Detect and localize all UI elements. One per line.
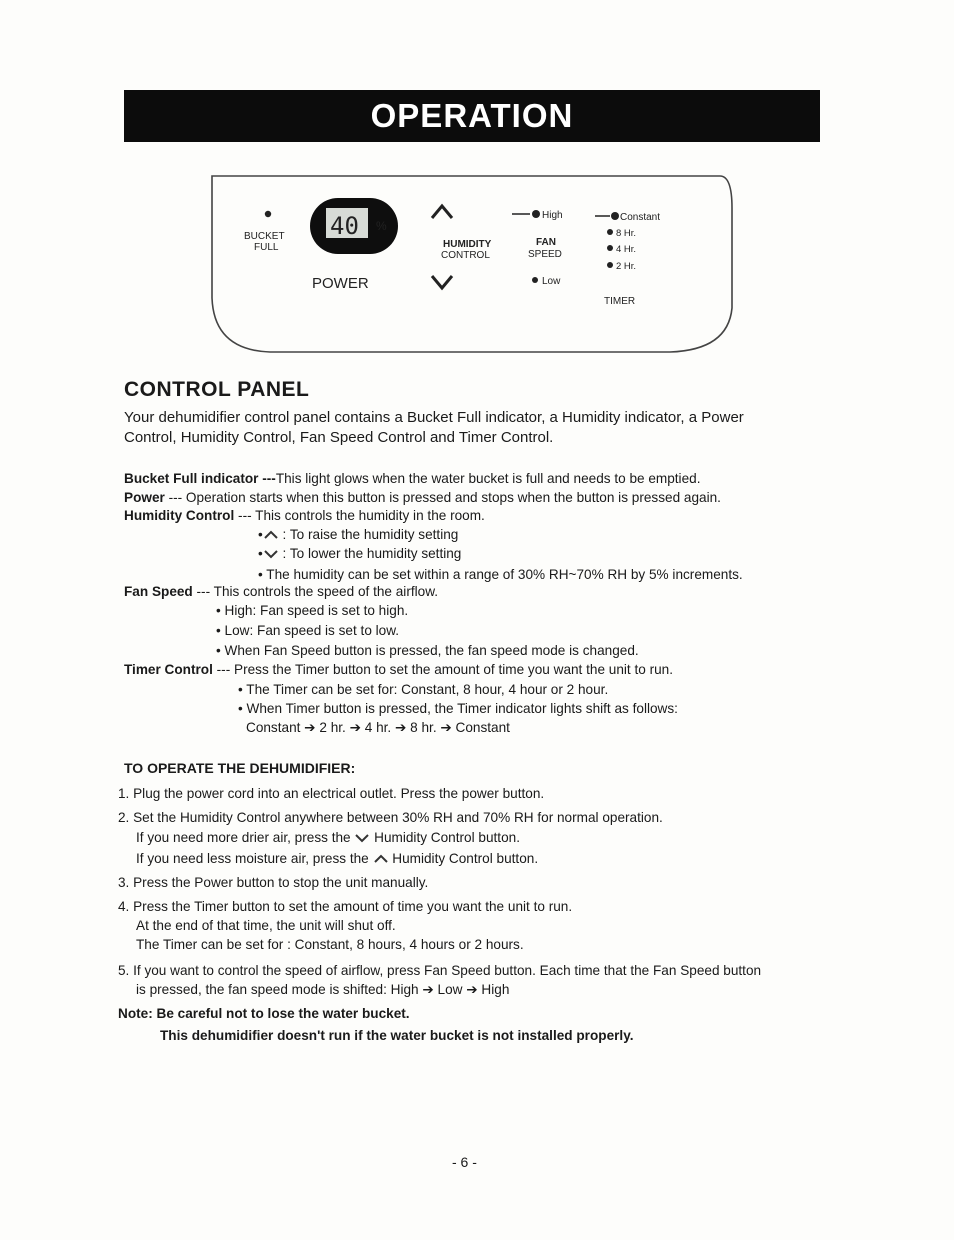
- fan-low-label: Low: [542, 276, 561, 287]
- intro-line-2: Control, Humidity Control, Fan Speed Control and Timer Control.: [124, 429, 554, 446]
- humidity-bullet-up-text: : To raise the humidity setting: [278, 527, 459, 542]
- humidity-label-2: CONTROL: [441, 250, 490, 261]
- step-5: 5. If you want to control the speed of airflow, press Fan Speed button. Each time that the Fan Speed button: [118, 963, 762, 978]
- power-term: Power: [124, 490, 165, 505]
- step-2-less-moisture-post: Humidity Control button.: [388, 851, 539, 866]
- down-arrow-icon: [354, 833, 370, 843]
- power-label: POWER: [312, 275, 369, 292]
- timer-constant-indicator-icon: [595, 212, 619, 220]
- timer-bullet-settings: • The Timer can be set for: Constant, 8 hour, 4 hour or 2 hour.: [238, 682, 609, 697]
- timer-4-led: [607, 245, 613, 251]
- display-unit: %: [376, 219, 387, 233]
- fan-label-2: SPEED: [528, 249, 562, 260]
- step-3: 3. Press the Power button to stop the unit manually.: [118, 875, 429, 890]
- timer-constant-label: Constant: [620, 212, 661, 223]
- step-4: 4. Press the Timer button to set the amount of time you want the unit to run.: [118, 899, 573, 914]
- fan-speed-description: [124, 583, 438, 601]
- timer-bullet-shift: • When Timer button is pressed, the Timer indicator lights shift as follows:: [238, 701, 678, 716]
- timer-term: Timer Control: [124, 662, 213, 677]
- display-value: 40: [330, 212, 359, 240]
- humidity-bullet-down-text: : To lower the humidity setting: [278, 546, 462, 561]
- operate-heading: TO OPERATE THE DEHUMIDIFIER:: [124, 760, 356, 776]
- timer-label: TIMER: [604, 296, 636, 307]
- bucket-label-1: BUCKET: [244, 231, 285, 242]
- humidity-bullet-down: • : To lower the humidity setting: [258, 546, 462, 561]
- bucket-label-2: FULL: [254, 242, 279, 253]
- fan-label-1: FAN: [536, 237, 556, 248]
- timer-2-label: 2 Hr.: [616, 261, 637, 272]
- humidity-up-icon[interactable]: [432, 206, 452, 218]
- bucket-full-led: [265, 211, 271, 217]
- timer-4-label: 4 Hr.: [616, 244, 637, 255]
- note-line-1: Note: Be careful not to lose the water bucket.: [118, 1006, 410, 1021]
- humidity-term: Humidity Control: [124, 508, 235, 523]
- control-panel-heading: CONTROL PANEL: [124, 378, 310, 401]
- timer-sequence: Constant ➔ 2 hr. ➔ 4 hr. ➔ 8 hr. ➔ Constant: [246, 720, 510, 735]
- timer-8-led: [607, 229, 613, 235]
- control-panel-intro: [124, 408, 804, 448]
- timer-text: --- Press the Timer button to set the amount of time you want the unit to run.: [212, 662, 674, 677]
- humidity-down-icon[interactable]: [432, 276, 452, 288]
- power-description: [124, 489, 721, 507]
- fan-high-indicator-icon: [512, 210, 540, 218]
- step-5-shift: is pressed, the fan speed mode is shifted: High ➔ Low ➔ High: [136, 982, 510, 997]
- timer-8-label: 8 Hr.: [616, 228, 637, 239]
- fan-bullet-high: • High: Fan speed is set to high.: [216, 603, 409, 618]
- humidity-text: --- This controls the humidity in the room.: [234, 508, 485, 523]
- fan-low-led: [532, 277, 538, 283]
- humidity-label-1: HUMIDITY: [443, 239, 492, 250]
- bucket-full-term: Bucket Full indicator ---: [124, 471, 276, 486]
- fan-bullet-change: • When Fan Speed button is pressed, the fan speed mode is changed.: [216, 643, 639, 658]
- intro-line-1: Your dehumidifier control panel contains a Bucket Full indicator, a Humidity indicator, a Power: [124, 409, 744, 426]
- page-title: OPERATION: [370, 97, 574, 134]
- humidity-bullet-range: • The humidity can be set within a range of 30% RH~70% RH by 5% increments.: [258, 567, 743, 582]
- up-arrow-icon: [263, 530, 279, 540]
- step-2-less-moisture-pre: If you need less moisture air, press the: [136, 851, 373, 866]
- step-4-settings: The Timer can be set for : Constant, 8 hours, 4 hours or 2 hours.: [136, 937, 524, 952]
- step-2-less-moisture: [136, 850, 538, 868]
- page-banner: [124, 90, 820, 142]
- fan-bullet-low: • Low: Fan speed is set to low.: [216, 623, 400, 638]
- power-text: --- Operation starts when this button is pressed and stops when the button is pressed again.: [164, 490, 721, 505]
- step-4-shutoff: At the end of that time, the unit will shut off.: [136, 918, 396, 933]
- bucket-full-text: This light glows when the water bucket is full and needs to be emptied.: [275, 471, 701, 486]
- humidity-description: [124, 507, 485, 525]
- down-arrow-icon: [263, 549, 279, 559]
- step-2-more-dry-pre: If you need more drier air, press the: [136, 830, 355, 845]
- control-panel-illustration: [200, 168, 740, 364]
- page-number: - 6 -: [452, 1154, 477, 1170]
- fan-speed-text: --- This controls the speed of the airflow.: [192, 584, 439, 599]
- step-2: 2. Set the Humidity Control anywhere between 30% RH and 70% RH for normal operation.: [118, 810, 663, 825]
- timer-description: [124, 661, 673, 679]
- humidity-bullet-up: • : To raise the humidity setting: [258, 527, 459, 542]
- fan-high-label: High: [542, 210, 563, 221]
- bucket-full-description: [124, 470, 700, 488]
- step-2-more-dry-post: Humidity Control button.: [370, 830, 520, 845]
- note-line-2: This dehumidifier doesn't run if the water bucket is not installed properly.: [160, 1028, 634, 1043]
- timer-2-led: [607, 262, 613, 268]
- step-2-more-dry: [136, 829, 520, 847]
- fan-speed-term: Fan Speed: [124, 584, 193, 599]
- up-arrow-icon: [373, 854, 389, 864]
- step-1: 1. Plug the power cord into an electrical outlet. Press the power button.: [118, 786, 545, 801]
